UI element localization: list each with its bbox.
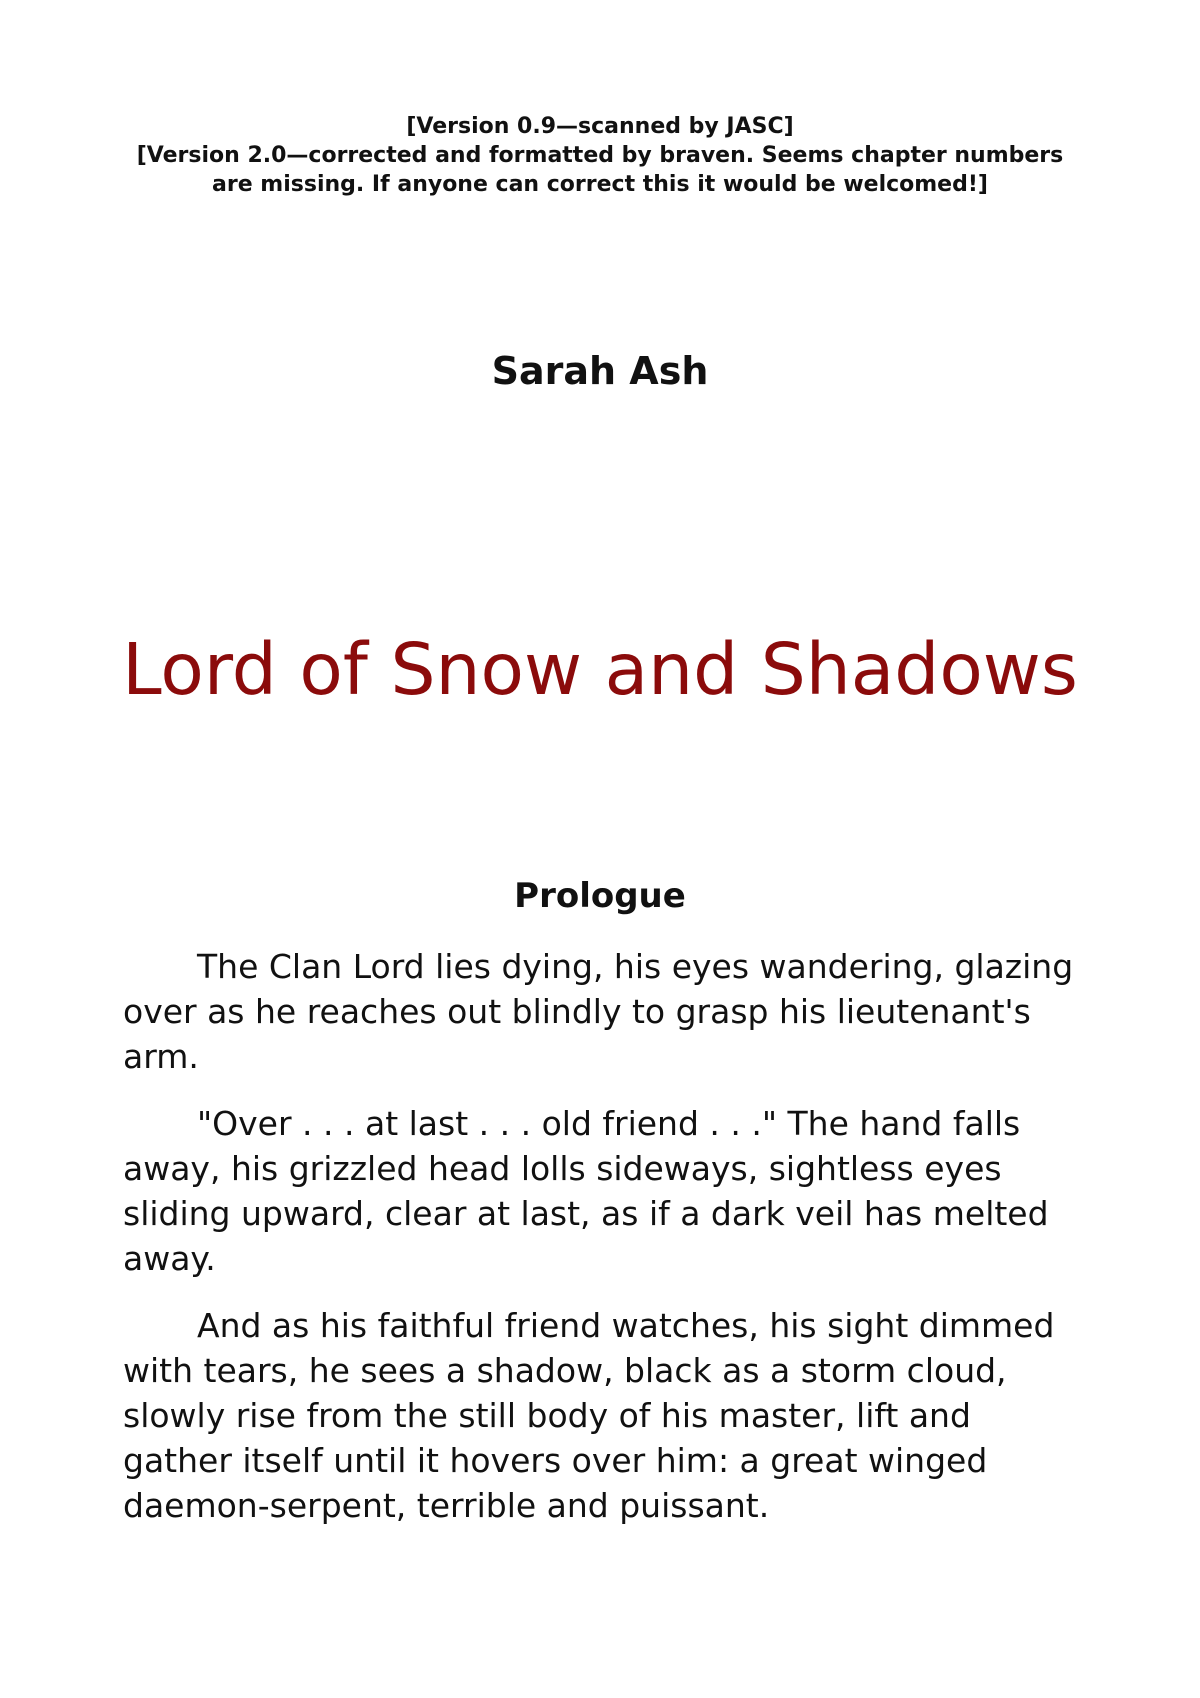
paragraph: And as his faithful friend watches, his sight dimmed with tears, he sees a shadow, black as a storm cloud, slowly rise from the still body of his master, lift and gather itself until it hovers over him: a great winged daemon-serpent, terrible and puissant.: [123, 1306, 1055, 1525]
scan-note-version-2-0: [Version 2.0—corrected and formatted by braven. Seems chapter numbers are missing. If anyone can correct this it would be welcomed!]: [136, 143, 1064, 197]
paragraph: The Clan Lord lies dying, his eyes wandering, glazing over as he reaches out blindly to grasp his lieutenant's arm.: [123, 947, 1074, 1076]
prologue-text: [123, 944, 1083, 1550]
book-title: Lord of Snow and Shadows: [122, 628, 1078, 711]
author-name: Sarah Ash: [491, 349, 709, 393]
chapter-heading: Prologue: [514, 876, 686, 916]
scan-note-version-0-9: [Version 0.9—scanned by JASC]: [406, 114, 794, 139]
scan-notes: [120, 112, 1080, 199]
paragraph: "Over . . . at last . . . old friend . . ." The hand falls away, his grizzled head lolls sideways, sightless eyes sliding upward, clear at last, as if a dark veil has melted away.: [123, 1104, 1049, 1278]
